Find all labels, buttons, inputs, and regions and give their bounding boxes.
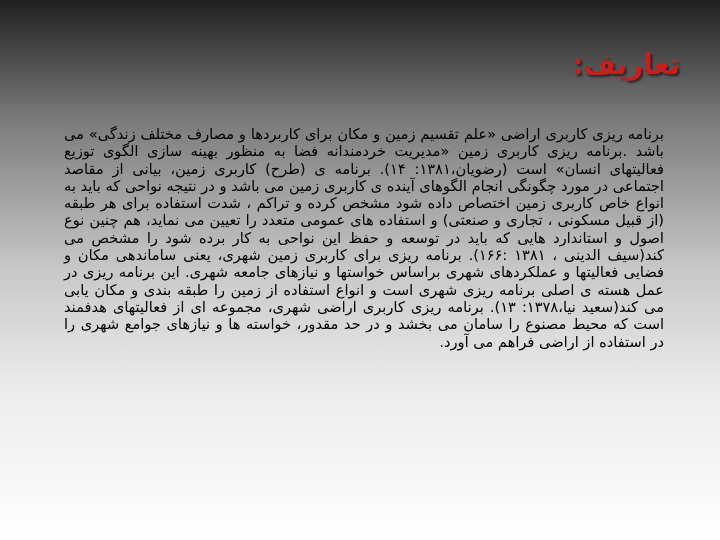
slide-body-text: برنامه ریزی کاربری اراضی «علم تقسیم زمین و مکان برای کاربردها و مصارف مختلف زندگی» می باشد .برنامه ریزی کاربری زمین «مدیریت خردمندانه فضا به منظور بهینه سازی الگوی توزیع فعالیتهای انسان» است (رضویان،۱۳۸۱: ۱۴). برنامه ی (طرح) کاربری زمین، بیانی از مقاصد اجتماعی در مورد چگونگی انجام الگوهای آینده ی کاربری زمین می باشد و در نتیجه نواحی که باید به انواع خاص کاربری زمین اختصاص داده شود مشخص کرده و تراکم ، شدت استفاده برای هر طبقه (از قبیل مسکونی ، تجاری و صنعتی) و استفاده های عمومی متعدد را تعیین می نماید، هم چنین نوع اصول و استاندارد هایی که باید در توسعه و حفظ این نواحی به کار برده شود را مشخص می کند(سیف الدینی ، ۱۳۸۱ :۱۶۶). برنامه ریزی برای کاربری زمین شهری، یعنی ساماندهی مکان و فضایی فعالیتها و عملکردهای شهری براساس خواستها و نیازهای جامعه شهری. این برنامه ریزی در عمل هسته ی اصلی برنامه ریزی شهری است و انواع استفاده از زمین را طبقه بندی و مکان یابی می کند(سعید نیا،۱۳۷۸: ۱۳). برنامه ریزی کاربری اراضی شهری، مجموعه ای از فعالیتهای هدفمند است که محیط مصنوع را سامان می بخشد و در حد مقدور، خواسته ها و نیازهای جوامع شهری را در استفاده از اراضی فراهم می آورد. xyxy=(64,126,665,351)
slide-title: تعاریف: xyxy=(571,48,680,81)
